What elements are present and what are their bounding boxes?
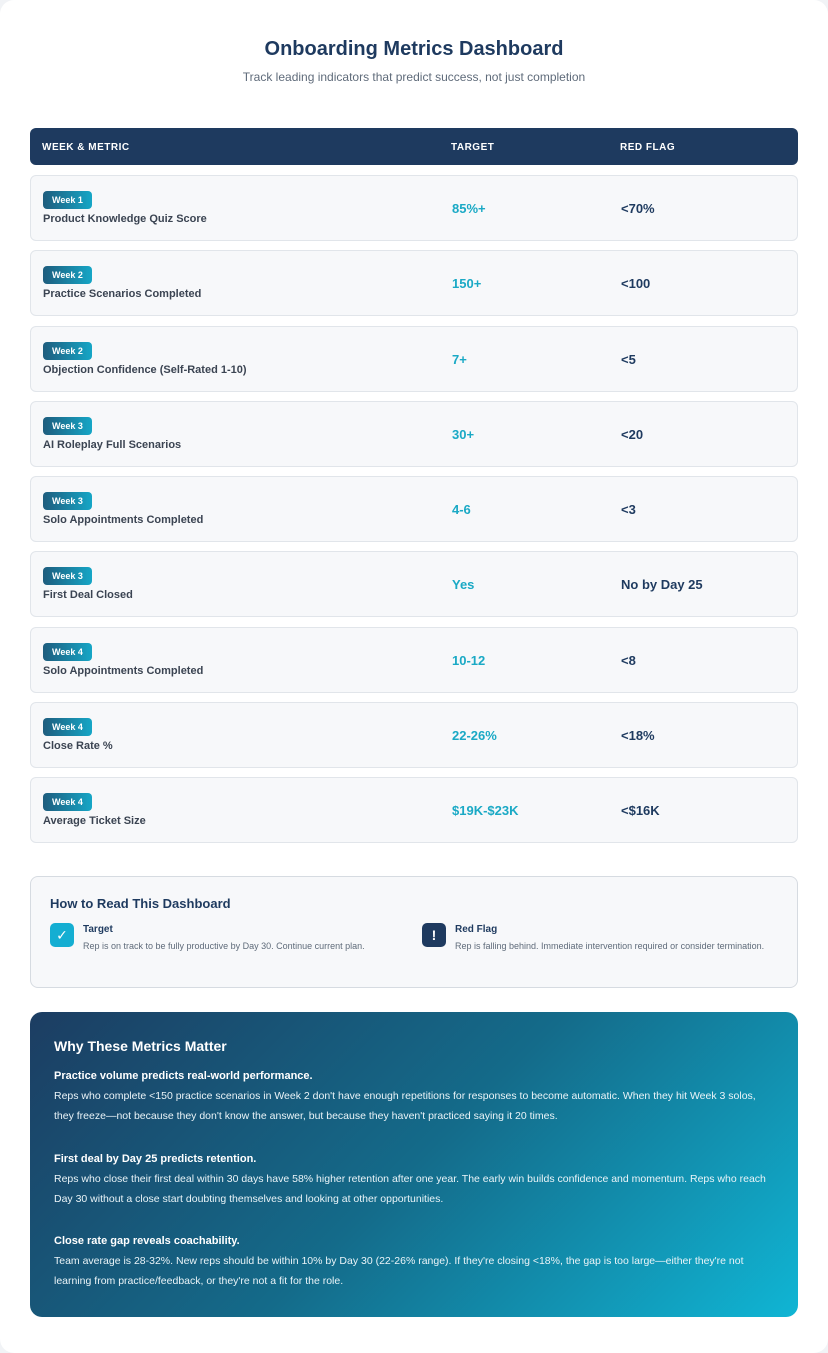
table-row xyxy=(30,777,798,843)
why-title: Why These Metrics Matter xyxy=(54,1038,227,1054)
metric-name: Average Ticket Size xyxy=(43,815,146,828)
why-metrics-panel xyxy=(30,1012,798,1317)
target-value: 10-12 xyxy=(452,652,486,668)
why-block xyxy=(54,1235,774,1291)
metric-name: Practice Scenarios Completed xyxy=(43,288,202,301)
metric-name: Solo Appointments Completed xyxy=(43,664,204,677)
red-flag-value: <$16K xyxy=(621,803,660,819)
target-value: 30+ xyxy=(452,426,475,442)
why-block-heading: Practice volume predicts real-world performance. xyxy=(54,1070,313,1082)
legend-item-description: Rep is falling behind. Immediate intervention required or consider termination. xyxy=(455,941,765,951)
exclamation-icon: ! xyxy=(422,923,446,947)
why-block xyxy=(54,1070,774,1126)
table-row xyxy=(30,326,798,392)
metric-name: Close Rate % xyxy=(43,740,113,753)
why-block-text: Reps who complete <150 practice scenarios in Week 2 don't have enough repetitions for responses to become automatic. When they hit Week 3 solos, they freeze—not because they don't know the answer, but because they haven't practiced saying it 20 times. xyxy=(54,1090,756,1122)
legend-item-label: Target xyxy=(83,924,113,935)
legend-panel xyxy=(30,876,798,988)
red-flag-value: <70% xyxy=(621,201,655,216)
column-header-week-metric: WEEK & METRIC xyxy=(42,142,130,153)
table-header xyxy=(30,128,798,165)
metric-name: First Deal Closed xyxy=(43,589,133,602)
legend-item-label: Red Flag xyxy=(455,924,498,935)
week-badge: Week 3 xyxy=(43,417,92,435)
week-badge: Week 1 xyxy=(43,191,92,209)
target-value: 85%+ xyxy=(452,201,486,216)
check-icon: ✓ xyxy=(50,923,74,947)
metric-name: Objection Confidence (Self-Rated 1-10) xyxy=(43,363,247,376)
why-block xyxy=(54,1153,774,1209)
red-flag-value: <5 xyxy=(621,351,636,367)
why-block-heading: Close rate gap reveals coachability. xyxy=(54,1235,240,1247)
week-badge: Week 4 xyxy=(43,793,92,811)
red-flag-value: <18% xyxy=(621,728,655,744)
week-badge: Week 3 xyxy=(43,492,92,510)
metric-name: AI Roleplay Full Scenarios xyxy=(43,438,182,451)
table-row xyxy=(30,702,798,768)
metrics-table xyxy=(30,175,798,853)
why-block-text: Team average is 28-32%. New reps should be within 10% by Day 30 (22-26% range). If they're closing <18%, the gap is too large—either they're not learning from practice/feedback, or they're not a fit for the role. xyxy=(54,1255,744,1287)
page-subtitle: Track leading indicators that predict success, not just completion xyxy=(242,70,586,84)
target-value: 22-26% xyxy=(452,728,497,744)
why-block-heading: First deal by Day 25 predicts retention. xyxy=(54,1153,257,1165)
red-flag-value: <100 xyxy=(621,276,651,292)
legend-item-description: Rep is on track to be fully productive by Day 30. Continue current plan. xyxy=(83,941,365,951)
red-flag-value: <20 xyxy=(621,426,644,442)
target-value: 150+ xyxy=(452,276,482,292)
week-badge: Week 3 xyxy=(43,567,92,585)
week-badge: Week 4 xyxy=(43,718,92,736)
week-badge: Week 2 xyxy=(43,342,92,360)
red-flag-value: <3 xyxy=(621,502,636,518)
column-header-red-flag: RED FLAG xyxy=(620,142,676,153)
table-row xyxy=(30,627,798,693)
legend-title: How to Read This Dashboard xyxy=(50,896,231,911)
week-badge: Week 2 xyxy=(43,266,92,284)
red-flag-value: No by Day 25 xyxy=(621,577,703,593)
table-row xyxy=(30,551,798,617)
table-row xyxy=(30,250,798,316)
week-badge: Week 4 xyxy=(43,643,92,661)
page-title: Onboarding Metrics Dashboard xyxy=(264,38,564,60)
target-value: $19K-$23K xyxy=(452,803,519,819)
why-block-text: Reps who close their first deal within 30 days have 58% higher retention after one year. The early win builds confidence and momentum. Reps who reach Day 30 without a close start doubting themselves and looking at other opportunities. xyxy=(54,1173,766,1205)
table-row xyxy=(30,476,798,542)
metric-name: Solo Appointments Completed xyxy=(43,514,204,527)
table-row xyxy=(30,401,798,467)
target-value: 7+ xyxy=(452,351,467,367)
metric-name: Product Knowledge Quiz Score xyxy=(43,213,207,225)
table-row xyxy=(30,175,798,241)
page-header xyxy=(0,0,828,84)
target-value: 4-6 xyxy=(452,502,471,518)
column-header-target: TARGET xyxy=(451,142,495,153)
target-value: Yes xyxy=(452,577,475,593)
red-flag-value: <8 xyxy=(621,652,636,668)
